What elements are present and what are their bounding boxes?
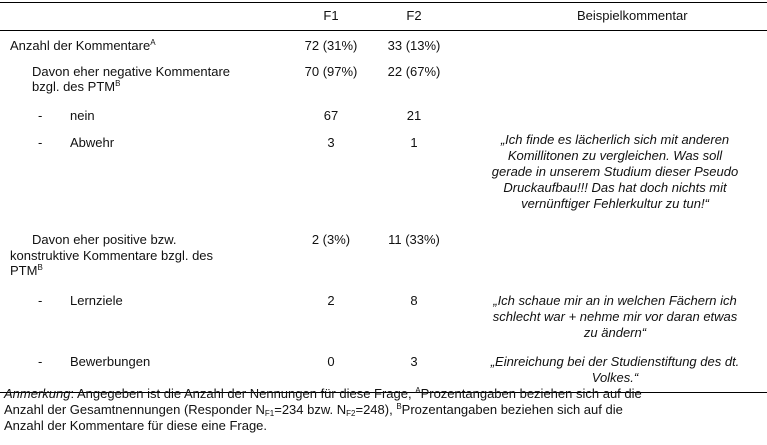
comment-line: Komillitonen zu vergleichen. Was soll	[507, 148, 723, 163]
note-line	[4, 386, 764, 402]
comment-line: Volkes.“	[591, 370, 639, 385]
row-label: Bewerbungen	[70, 354, 151, 369]
row-label: Abwehr	[70, 135, 115, 150]
row-f2-value: 21	[406, 108, 422, 123]
table-note	[4, 386, 764, 434]
note-text: Anzahl der Gesamtnennungen (Responder N	[4, 402, 265, 417]
row-dash: -	[38, 135, 43, 150]
row-label-text: Anzahl der Kommentare	[10, 38, 151, 53]
note-text: Prozentangaben beziehen sich auf die	[401, 402, 623, 417]
row-label	[10, 38, 156, 54]
subscript: F1	[264, 409, 275, 418]
row-f1-value: 2	[327, 293, 335, 308]
row-label-line: Davon eher positive bzw.	[32, 232, 177, 247]
row-label-text: PTM	[10, 263, 38, 278]
row-f1-value: 3	[327, 135, 335, 150]
row-label: Lernziele	[70, 293, 123, 308]
example-comment	[465, 293, 765, 341]
row-f2-value: 1	[410, 135, 418, 150]
top-rule	[0, 2, 767, 3]
comment-line: zu ändern“	[583, 325, 647, 340]
row-label-line: Davon eher negative Kommentare	[32, 64, 231, 79]
comment-line: vernünftiger Fehlerkultur zu tun!“	[521, 196, 709, 211]
note-line: Anzahl der Kommentare für diese eine Frage.	[4, 418, 268, 433]
header-rule	[0, 30, 767, 31]
row-f2-value: 11 (33%)	[388, 232, 440, 247]
row-f1-value: 72 (31%)	[304, 38, 358, 53]
row-label-line: konstruktive Kommentare bzgl. des	[10, 248, 214, 263]
note-prefix: Anmerkung	[4, 386, 71, 401]
comment-line: „Ich schaue mir an in welchen Fächern ich	[493, 293, 737, 308]
row-f1-value: 0	[327, 354, 335, 369]
row-dash: -	[38, 293, 43, 308]
comment-line: „Ich finde es lächerlich sich mit anderen	[500, 132, 730, 147]
row-f2-value: 22 (67%)	[387, 64, 441, 79]
note-text: : Angegeben ist die Anzahl der Nennungen für diese Frage,	[70, 386, 416, 401]
comment-line: Druckaufbau!!! Das hat doch nichts mit	[503, 180, 727, 195]
comment-line: schlecht war + nehme mir vor daran etwas	[492, 309, 738, 324]
footnote-marker: A	[150, 38, 156, 47]
row-label: nein	[70, 108, 95, 123]
note-text: Prozentangaben beziehen sich auf die	[420, 386, 642, 401]
row-f1-value: 67	[323, 108, 339, 123]
header-f1: F1	[323, 8, 339, 23]
row-f2-value: 33 (13%)	[387, 38, 441, 53]
footnote-marker: A	[415, 386, 421, 395]
row-dash: -	[38, 108, 43, 123]
row-label-line	[32, 79, 120, 95]
example-comment	[465, 132, 765, 212]
comment-line: „Einreichung bei der Studienstiftung des dt.	[490, 354, 740, 369]
row-f2-value: 8	[410, 293, 418, 308]
footnote-marker: B	[396, 402, 402, 411]
row-f2-value: 3	[410, 354, 418, 369]
header-beispielkommentar: Beispielkommentar	[577, 8, 688, 23]
note-line	[4, 402, 764, 418]
footnote-marker: B	[37, 263, 43, 272]
row-label-line	[10, 263, 43, 279]
example-comment	[465, 354, 765, 386]
row-label-text: bzgl. des PTM	[32, 79, 116, 94]
header-f2: F2	[406, 8, 422, 23]
row-f1-value: 2 (3%)	[311, 232, 351, 247]
subscript: F2	[346, 409, 356, 418]
note-text: =234 bzw. N	[274, 402, 347, 417]
footnote-marker: B	[115, 79, 121, 88]
comment-line: gerade in unserem Studium dieser Pseudo	[491, 164, 739, 179]
row-f1-value: 70 (97%)	[304, 64, 358, 79]
note-text: =248),	[355, 402, 397, 417]
row-dash: -	[38, 354, 43, 369]
